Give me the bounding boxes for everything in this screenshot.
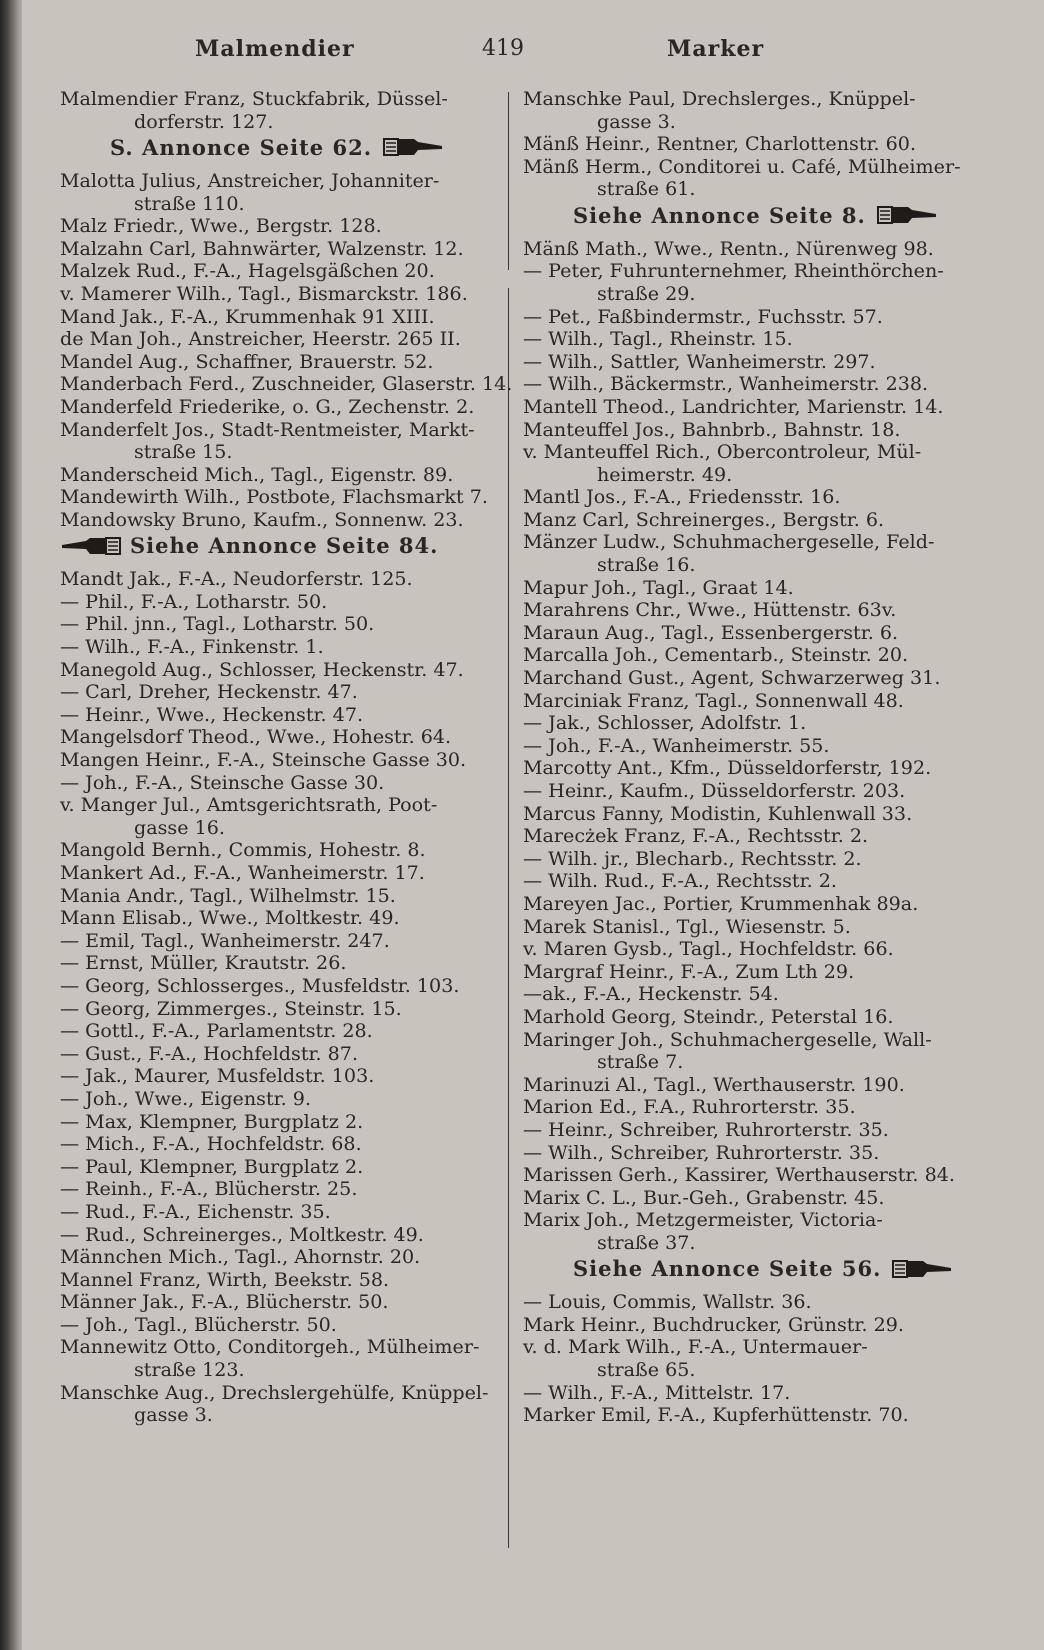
entry-line: Marinuzi Al., Tagl., Werthauserstr. 190. bbox=[523, 1072, 905, 1096]
directory-entry bbox=[60, 419, 507, 464]
entry-line: — Wilh. Rud., F.-A., Rechtsstr. 2. bbox=[523, 869, 837, 893]
entry-line: Manderfeld Friederike, o. G., Zechenstr. 2. bbox=[60, 394, 475, 418]
annonce-text: Siehe Annonce Seite 8. bbox=[573, 202, 866, 228]
entry-line: — Gottl., F.-A., Parlamentstr. 28. bbox=[60, 1019, 373, 1043]
entry-continuation: straße 7. bbox=[597, 1050, 684, 1074]
directory-entry bbox=[523, 599, 975, 622]
entry-line: — Phil. jnn., Tagl., Lotharstr. 50. bbox=[60, 612, 375, 636]
directory-entry bbox=[523, 531, 975, 576]
directory-entry bbox=[60, 659, 507, 682]
entry-line: Marek Stanisl., Tgl., Wiesenstr. 5. bbox=[523, 914, 851, 938]
entry-line: — Phil., F.-A., Lotharstr. 50. bbox=[60, 589, 328, 613]
directory-entry bbox=[60, 486, 507, 509]
directory-entry bbox=[60, 283, 507, 306]
directory-entry bbox=[60, 1314, 507, 1337]
directory-entry bbox=[60, 839, 507, 862]
entry-line: v. d. Mark Wilh., F.-A., Untermauer- bbox=[523, 1335, 868, 1359]
directory-entry bbox=[60, 613, 507, 636]
directory-entry bbox=[523, 712, 975, 735]
directory-entry bbox=[523, 486, 975, 509]
pointing-hand-icon bbox=[876, 205, 938, 225]
directory-entry bbox=[523, 1074, 975, 1097]
directory-entry bbox=[523, 396, 975, 419]
directory-entry bbox=[60, 170, 507, 215]
entry-line: Mannewitz Otto, Conditorgeh., Mülheimer- bbox=[60, 1335, 480, 1359]
book-spine-shadow bbox=[0, 0, 22, 1650]
directory-entry bbox=[523, 373, 975, 396]
directory-entry bbox=[60, 998, 507, 1021]
entry-line: Mänzer Ludw., Schuhmachergeselle, Feld- bbox=[523, 530, 935, 554]
directory-entry bbox=[523, 1314, 975, 1337]
entry-continuation: gasse 16. bbox=[134, 815, 225, 839]
directory-entry bbox=[523, 916, 975, 939]
entry-line: — Ernst, Müller, Krautstr. 26. bbox=[60, 951, 347, 975]
entry-line: — Jak., Maurer, Musfeldstr. 103. bbox=[60, 1064, 375, 1088]
entry-line: Manteuffel Jos., Bahnbrb., Bahnstr. 18. bbox=[523, 417, 901, 441]
entry-line: v. Manger Jul., Amtsgerichtsrath, Poot- bbox=[60, 793, 438, 817]
pointing-hand-icon bbox=[891, 1259, 953, 1279]
entry-line: — Joh., Wwe., Eigenstr. 9. bbox=[60, 1086, 312, 1110]
directory-entry bbox=[523, 238, 975, 261]
entry-line: Marissen Gerh., Kassirer, Werthauserstr. 84. bbox=[523, 1163, 955, 1187]
directory-entry bbox=[60, 952, 507, 975]
entry-line: Mapur Joh., Tagl., Graat 14. bbox=[523, 575, 794, 599]
directory-entry bbox=[523, 1164, 975, 1187]
entry-line: Marker Emil, F.-A., Kupferhüttenstr. 70. bbox=[523, 1403, 909, 1427]
directory-entry bbox=[523, 88, 975, 133]
entry-continuation: straße 15. bbox=[134, 440, 233, 464]
directory-entry bbox=[523, 441, 975, 486]
directory-page bbox=[22, 0, 1044, 1650]
directory-entry bbox=[60, 907, 507, 930]
directory-entry bbox=[523, 735, 975, 758]
entry-line: Marix C. L., Bur.-Geh., Grabenstr. 45. bbox=[523, 1185, 885, 1209]
directory-entry bbox=[60, 1156, 507, 1179]
entry-line: Mankert Ad., F.-A., Wanheimerstr. 17. bbox=[60, 861, 425, 884]
entry-line: Malotta Julius, Anstreicher, Johanniter- bbox=[60, 168, 440, 192]
entry-line: — Wilh., Bäckermstr., Wanheimerstr. 238. bbox=[523, 372, 929, 396]
entry-line: — Gust., F.-A., Hochfeldstr. 87. bbox=[60, 1041, 359, 1065]
directory-entry bbox=[523, 983, 975, 1006]
directory-entry bbox=[60, 509, 507, 532]
directory-entry bbox=[523, 133, 975, 156]
entry-continuation: straße 16. bbox=[597, 553, 696, 577]
directory-entry bbox=[60, 1382, 507, 1427]
entry-line: — Wilh. jr., Blecharb., Rechtsstr. 2. bbox=[523, 846, 862, 870]
directory-entry bbox=[523, 328, 975, 351]
entry-line: — Joh., F.-A., Wanheimerstr. 55. bbox=[523, 733, 830, 757]
directory-entry bbox=[60, 636, 507, 659]
annonce-reference bbox=[60, 531, 507, 568]
entry-line: Manderscheid Mich., Tagl., Eigenstr. 89. bbox=[60, 462, 454, 486]
entry-line: Marcus Fanny, Modistin, Kuhlenwall 33. bbox=[523, 801, 913, 825]
entry-line: Mänß Heinr., Rentner, Charlottenstr. 60. bbox=[523, 132, 917, 156]
entry-line: Mannel Franz, Wirth, Beekstr. 58. bbox=[60, 1267, 390, 1291]
directory-entry bbox=[60, 88, 507, 133]
entry-line: Mangold Bernh., Commis, Hohestr. 8. bbox=[60, 838, 426, 862]
entry-line: Mantell Theod., Landrichter, Marienstr. 14. bbox=[523, 394, 944, 418]
entry-continuation: straße 123. bbox=[134, 1358, 245, 1382]
entry-line: Männer Jak., F.-A., Blücherstr. 50. bbox=[60, 1290, 389, 1314]
directory-entry bbox=[60, 1246, 507, 1269]
entry-line: Mand Jak., F.-A., Krummenhak 91 XIII. bbox=[60, 304, 435, 328]
entry-line: — Reinh., F.-A., Blücherstr. 25. bbox=[60, 1177, 358, 1201]
directory-entry bbox=[523, 622, 975, 645]
directory-entry bbox=[523, 1119, 975, 1142]
directory-entry bbox=[60, 396, 507, 419]
entry-line: — Louis, Commis, Wallstr. 36. bbox=[523, 1290, 812, 1314]
entry-line: — Joh., F.-A., Steinsche Gasse 30. bbox=[60, 770, 385, 794]
entry-line: de Man Joh., Anstreicher, Heerstr. 265 II. bbox=[60, 327, 461, 351]
directory-entry bbox=[60, 681, 507, 704]
pointing-hand-icon bbox=[382, 137, 444, 157]
directory-entry bbox=[60, 1020, 507, 1043]
entry-line: Manderfelt Jos., Stadt-Rentmeister, Markt- bbox=[60, 417, 475, 441]
directory-entry bbox=[523, 803, 975, 826]
entry-line: — Georg, Schlosserges., Musfeldstr. 103. bbox=[60, 973, 460, 997]
directory-entry bbox=[60, 351, 507, 374]
entry-line: —ak., F.-A., Heckenstr. 54. bbox=[523, 982, 779, 1006]
entry-line: Manegold Aug., Schlosser, Heckenstr. 47. bbox=[60, 657, 464, 681]
entry-line: Margraf Heinr., F.-A., Zum Lth 29. bbox=[523, 959, 855, 983]
directory-entry bbox=[523, 1006, 975, 1029]
entry-line: — Wilh., Tagl., Rheinstr. 15. bbox=[523, 327, 793, 351]
pointing-hand-icon bbox=[60, 536, 122, 556]
directory-entry bbox=[523, 1029, 975, 1074]
directory-entry bbox=[523, 961, 975, 984]
directory-entry bbox=[60, 260, 507, 283]
entry-line: — Heinr., Wwe., Heckenstr. 47. bbox=[60, 702, 364, 726]
entry-line: Männchen Mich., Tagl., Ahornstr. 20. bbox=[60, 1245, 421, 1269]
entry-line: Mandowsky Bruno, Kaufm., Sonnenw. 23. bbox=[60, 507, 464, 531]
annonce-reference bbox=[523, 1254, 975, 1291]
directory-entry bbox=[523, 757, 975, 780]
entry-line: Maraun Aug., Tagl., Essenbergerstr. 6. bbox=[523, 620, 899, 644]
directory-entry bbox=[60, 1088, 507, 1111]
page-number: 419 bbox=[482, 36, 524, 61]
entry-line: — Peter, Fuhrunternehmer, Rheinthörchen- bbox=[523, 259, 944, 283]
directory-entry bbox=[523, 1404, 975, 1427]
entry-continuation: gasse 3. bbox=[134, 1403, 213, 1427]
directory-entry bbox=[523, 1187, 975, 1210]
entry-continuation: straße 37. bbox=[597, 1230, 696, 1254]
column-divider-upper bbox=[508, 92, 509, 270]
entry-line: — Max, Klempner, Burgplatz 2. bbox=[60, 1109, 364, 1133]
page-header bbox=[22, 36, 1044, 76]
entry-line: Maringer Joh., Schuhmachergeselle, Wall- bbox=[523, 1027, 932, 1051]
header-last-name: Marker bbox=[667, 36, 765, 62]
directory-entry bbox=[60, 794, 507, 839]
entry-line: Mänß Math., Wwe., Rentn., Nürenweg 98. bbox=[523, 236, 934, 260]
entry-line: — Heinr., Schreiber, Ruhrorterstr. 35. bbox=[523, 1117, 889, 1141]
entry-line: Malz Friedr., Wwe., Bergstr. 128. bbox=[60, 214, 382, 238]
entry-continuation: heimerstr. 49. bbox=[597, 462, 733, 486]
directory-entry bbox=[60, 930, 507, 953]
header-first-name: Malmendier bbox=[195, 36, 355, 62]
entry-line: Mänß Herm., Conditorei u. Café, Mülheimer- bbox=[523, 154, 961, 178]
directory-entry bbox=[60, 1133, 507, 1156]
directory-entry bbox=[523, 306, 975, 329]
directory-entry bbox=[523, 419, 975, 442]
entry-line: Mandel Aug., Schaffner, Brauerstr. 52. bbox=[60, 349, 434, 373]
entry-line: — Wilh., F.-A., Finkenstr. 1. bbox=[60, 635, 324, 659]
entry-continuation: gasse 3. bbox=[597, 109, 676, 133]
entry-line: Marcalla Joh., Cementarb., Steinstr. 20. bbox=[523, 643, 909, 667]
entry-line: Mareyen Jac., Portier, Krummenhak 89a. bbox=[523, 891, 919, 915]
directory-entry bbox=[60, 464, 507, 487]
column-divider-lower bbox=[508, 288, 509, 1548]
entry-line: Marecżek Franz, F.-A., Rechtsstr. 2. bbox=[523, 824, 869, 848]
directory-entry bbox=[523, 1291, 975, 1314]
entry-continuation: straße 61. bbox=[597, 177, 696, 201]
directory-entry bbox=[523, 1142, 975, 1165]
entry-line: — Jak., Schlosser, Adolfstr. 1. bbox=[523, 711, 807, 735]
directory-entry bbox=[60, 1291, 507, 1314]
entry-line: Marhold Georg, Steindr., Peterstal 16. bbox=[523, 1004, 894, 1028]
entry-line: v. Mamerer Wilh., Tagl., Bismarckstr. 186. bbox=[60, 281, 468, 305]
annonce-reference bbox=[523, 201, 975, 238]
entry-continuation: straße 29. bbox=[597, 281, 696, 305]
entry-continuation: straße 110. bbox=[134, 191, 245, 215]
directory-entry bbox=[523, 848, 975, 871]
directory-entry bbox=[60, 749, 507, 772]
entry-line: — Carl, Dreher, Heckenstr. 47. bbox=[60, 680, 358, 704]
entry-line: Manderbach Ferd., Zuschneider, Glaserstr. 14. bbox=[60, 372, 513, 396]
directory-entry bbox=[60, 726, 507, 749]
directory-entry bbox=[60, 1178, 507, 1201]
directory-entry bbox=[60, 1043, 507, 1066]
directory-entry bbox=[60, 1269, 507, 1292]
directory-entry bbox=[523, 1096, 975, 1119]
directory-entry bbox=[523, 1336, 975, 1381]
directory-entry bbox=[523, 825, 975, 848]
directory-entry bbox=[523, 870, 975, 893]
directory-entry bbox=[60, 215, 507, 238]
directory-entry bbox=[60, 1336, 507, 1381]
directory-entry bbox=[523, 1209, 975, 1254]
entry-continuation: straße 65. bbox=[597, 1358, 696, 1382]
entry-line: Marix Joh., Metzgermeister, Victoria- bbox=[523, 1208, 883, 1232]
entry-line: Malzek Rud., F.-A., Hagelsgäßchen 20. bbox=[60, 259, 435, 283]
entry-line: v. Manteuffel Rich., Obercontroleur, Mül- bbox=[523, 440, 922, 464]
directory-entry bbox=[60, 885, 507, 908]
entry-line: — Wilh., Schreiber, Ruhrorterstr. 35. bbox=[523, 1140, 880, 1164]
entry-line: Mangen Heinr., F.-A., Steinsche Gasse 30. bbox=[60, 748, 467, 772]
entry-line: — Rud., Schreinerges., Moltkestr. 49. bbox=[60, 1222, 424, 1246]
annonce-text: Siehe Annonce Seite 84. bbox=[130, 533, 439, 559]
annonce-text: S. Annonce Seite 62. bbox=[110, 135, 373, 161]
entry-line: — Paul, Klempner, Burgplatz 2. bbox=[60, 1154, 364, 1178]
directory-entry bbox=[523, 156, 975, 201]
entry-line: Mantl Jos., F.-A., Friedensstr. 16. bbox=[523, 485, 841, 509]
directory-entry bbox=[60, 862, 507, 885]
directory-entry bbox=[523, 351, 975, 374]
directory-entry bbox=[523, 690, 975, 713]
entry-line: Mangelsdorf Theod., Wwe., Hohestr. 64. bbox=[60, 725, 452, 749]
directory-entry bbox=[60, 1111, 507, 1134]
entry-continuation: dorferstr. 127. bbox=[134, 109, 274, 133]
entry-line: — Emil, Tagl., Wanheimerstr. 247. bbox=[60, 928, 390, 952]
directory-entry bbox=[60, 306, 507, 329]
annonce-reference bbox=[60, 133, 507, 170]
entry-line: — Georg, Zimmerges., Steinstr. 15. bbox=[60, 996, 402, 1020]
directory-entry bbox=[60, 372, 513, 396]
entry-line: Marciniak Franz, Tagl., Sonnenwall 48. bbox=[523, 688, 904, 712]
entry-line: Mann Elisab., Wwe., Moltkestr. 49. bbox=[60, 906, 400, 930]
entry-line: Mania Andr., Tagl., Wilhelmstr. 15. bbox=[60, 883, 396, 907]
left-column bbox=[60, 87, 513, 1427]
directory-entry bbox=[523, 644, 975, 667]
entry-line: — Wilh., F.-A., Mittelstr. 17. bbox=[523, 1380, 791, 1404]
directory-entry bbox=[60, 975, 507, 998]
annonce-text: Siehe Annonce Seite 56. bbox=[573, 1256, 882, 1282]
entry-line: Mark Heinr., Buchdrucker, Grünstr. 29. bbox=[523, 1312, 904, 1336]
directory-entry bbox=[523, 509, 975, 532]
entry-line: Mandewirth Wilh., Postbote, Flachsmarkt 7. bbox=[60, 485, 488, 509]
entry-line: — Pet., Faßbindermstr., Fuchsstr. 57. bbox=[523, 304, 883, 328]
directory-entry bbox=[60, 238, 507, 261]
directory-entry bbox=[523, 577, 975, 600]
right-column bbox=[523, 88, 975, 1427]
entry-line: Manschke Aug., Drechslergehülfe, Knüppel- bbox=[60, 1380, 489, 1404]
entry-line: — Heinr., Kaufm., Düsseldorferstr. 203. bbox=[523, 779, 906, 803]
entry-line: Marcotty Ant., Kfm., Düsseldorferstr, 192. bbox=[523, 756, 932, 780]
entry-line: — Rud., F.-A., Eichenstr. 35. bbox=[60, 1199, 331, 1223]
directory-entry bbox=[523, 780, 975, 803]
entry-line: v. Maren Gysb., Tagl., Hochfeldstr. 66. bbox=[523, 937, 894, 961]
directory-entry bbox=[60, 591, 507, 614]
directory-entry bbox=[60, 1224, 507, 1247]
entry-line: — Joh., Tagl., Blücherstr. 50. bbox=[60, 1312, 337, 1336]
directory-entry bbox=[523, 260, 975, 305]
directory-entry bbox=[60, 1065, 507, 1088]
entry-line: Manschke Paul, Drechslerges., Knüppel- bbox=[523, 87, 916, 110]
directory-entry bbox=[523, 938, 975, 961]
entry-line: Manz Carl, Schreinerges., Bergstr. 6. bbox=[523, 507, 885, 531]
entry-line: Marchand Gust., Agent, Schwarzerweg 31. bbox=[523, 666, 941, 690]
entry-line: — Wilh., Sattler, Wanheimerstr. 297. bbox=[523, 349, 876, 373]
directory-entry bbox=[60, 1201, 507, 1224]
directory-entry bbox=[60, 328, 507, 351]
entry-line: Mandt Jak., F.-A., Neudorferstr. 125. bbox=[60, 567, 413, 591]
directory-entry bbox=[523, 1382, 975, 1405]
directory-entry bbox=[523, 893, 975, 916]
directory-entry bbox=[60, 568, 507, 591]
entry-line: Malzahn Carl, Bahnwärter, Walzenstr. 12. bbox=[60, 236, 464, 260]
entry-line: Malmendier Franz, Stuckfabrik, Düssel- bbox=[60, 87, 448, 110]
entry-line: Marahrens Chr., Wwe., Hüttenstr. 63v. bbox=[523, 598, 897, 622]
entry-line: — Mich., F.-A., Hochfeldstr. 68. bbox=[60, 1132, 362, 1156]
entry-line: Marion Ed., F.A., Ruhrorterstr. 35. bbox=[523, 1095, 856, 1119]
directory-entry bbox=[523, 667, 975, 690]
directory-entry bbox=[60, 772, 507, 795]
directory-entry bbox=[60, 704, 507, 727]
